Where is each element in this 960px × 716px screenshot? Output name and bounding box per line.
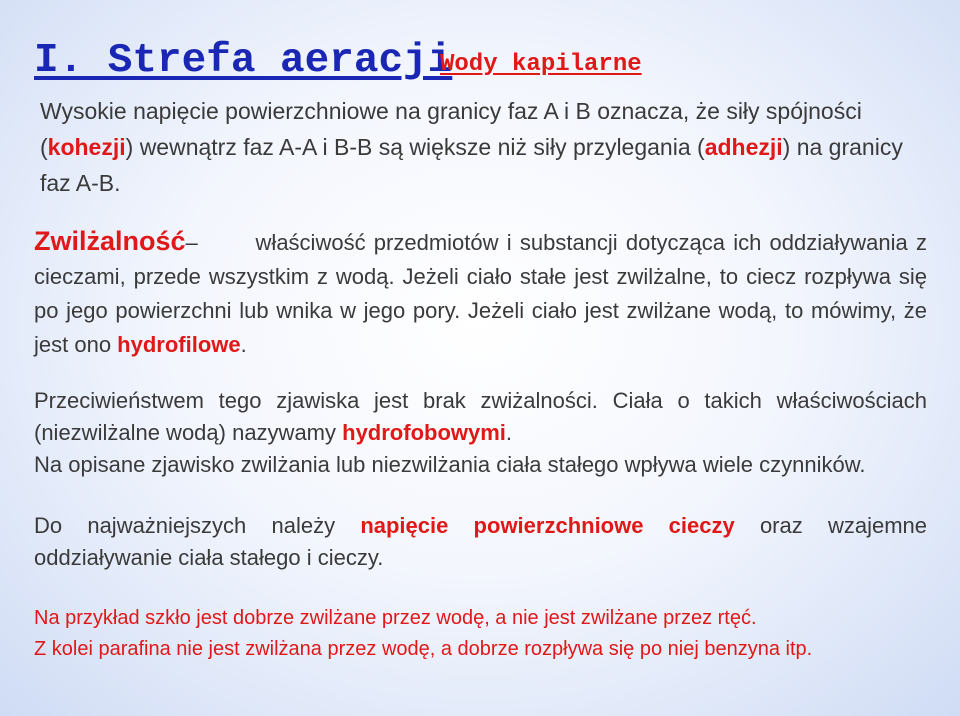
term-napiecie-powierzchniowe: napięcie powierzchniowe cieczy xyxy=(360,513,735,538)
examples-paragraph xyxy=(34,603,927,665)
term-zwilzalnosc: Zwilżalność xyxy=(34,226,186,256)
term-hydrofilowe: hydrofilowe xyxy=(117,332,241,357)
wettability-text-1: właściwość przedmiotów i substancji dotycząca ich oddziaływania z cieczami, przede wszystkim z wodą. Jeżeli ciało stałe jest zwilżalne, to ciecz rozpływa się po jego powierzchni lub wnika w jego pory. Jeżeli ciało jest zwilżane wodą, to mówimy, że jest ono xyxy=(34,230,927,357)
term-kohezja: kohezji xyxy=(47,134,126,160)
page-title: I. Strefa aeracji xyxy=(34,38,453,84)
opposite-paragraph xyxy=(34,385,927,481)
wettability-paragraph xyxy=(34,224,927,362)
opposite-text-3: Na opisane zjawisko zwilżania lub niezwilżania ciała stałego wpływa wiele czynników. xyxy=(34,452,866,477)
intro-text-1: Wysokie napięcie powierzchniowe na granicy faz A i B oznacza, że siły spójności ( xyxy=(40,98,862,160)
intro-text-2: ) wewnątrz faz A-A i B-B są większe niż siły przylegania ( xyxy=(125,134,705,160)
factors-paragraph xyxy=(34,510,927,574)
opposite-text-1: Przeciwieństwem tego zjawiska jest brak zwiżalności. Ciała o takich właściwościach (niezwilżalne wodą) nazywamy xyxy=(34,388,927,445)
example-line-1: Na przykład szkło jest dobrze zwilżane przez wodę, a nie jest zwilżane przez rtęć. xyxy=(34,607,757,629)
wettability-text-2: . xyxy=(240,332,247,357)
intro-text-3: ) na granicy faz A-B. xyxy=(40,134,903,196)
example-line-2: Z kolei parafina nie jest zwilżana przez wodę, a dobrze rozpływa się po niej benzyna itp. xyxy=(34,638,813,660)
definition-dash: – xyxy=(185,230,198,255)
factors-text-1: Do najważniejszych należy xyxy=(34,513,361,538)
term-hydrofobowymi: hydrofobowymi xyxy=(342,420,506,445)
opposite-text-2: . xyxy=(505,420,513,445)
section-subtitle: Wody kapilarne xyxy=(440,51,642,78)
factors-text-2: oraz wzajemne oddziaływanie ciała stałego i cieczy. xyxy=(34,513,927,570)
intro-paragraph xyxy=(40,93,920,201)
term-adhezja: adhezji xyxy=(704,134,783,160)
